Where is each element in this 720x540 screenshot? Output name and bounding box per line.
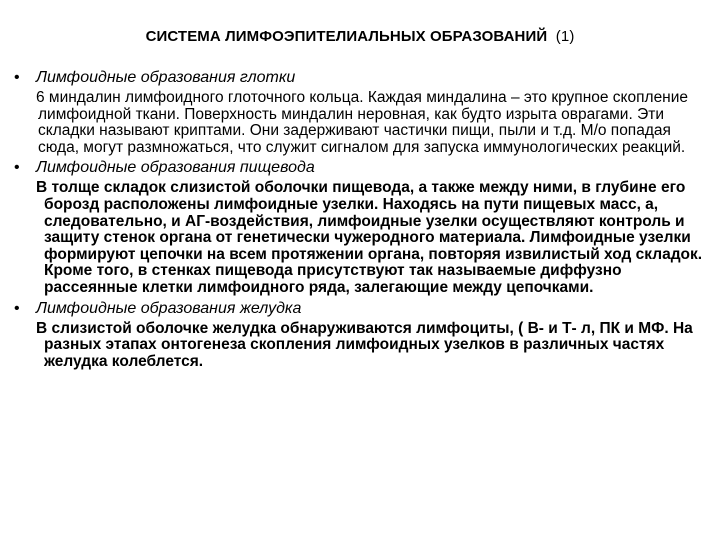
bullet-item-pharynx — [14, 68, 714, 156]
bullet-icon: • — [14, 159, 20, 177]
bullet-icon: • — [14, 69, 20, 86]
bullet-paragraph: В слизистой оболочке желудка обнаруживаются лимфоциты, ( В- и Т- л, ПК и МФ. На разных этапах онтогенеза скопления лимфоидных узелков в различных частях желудка колеблется. — [36, 319, 693, 370]
bullet-paragraph: В толще складок слизистой оболочки пищевода, а также между ними, в глубине его борозд расположены лимфоидные узелки. Находясь на пути пищевых масс, а, следовательно, и АГ-воздействия, лимфоидные узелки осуществляют контроль и защиту стенок органа от генетически чужеродного материала. Лимфоидные узелки формируют цепочки на всем протяжении органа, повторяя извилистый ход складок. Кроме того, в стенках пищевода присутствуют так называемые диффузно рассеянные клетки лимфоидного ряда, залегающие между цепочками. — [36, 179, 703, 296]
bullet-item-esophagus — [14, 158, 714, 296]
slide-title — [0, 28, 720, 45]
slide-content — [14, 68, 714, 372]
bullet-heading: Лимфоидные образования глотки — [36, 69, 296, 86]
slide-title-text: СИСТЕМА ЛИМФОЭПИТЕЛИАЛЬНЫХ ОБРАЗОВАНИЙ — [145, 28, 548, 45]
slide-title-number: (1) — [555, 28, 575, 45]
bullet-heading: Лимфоидные образования пищевода — [36, 159, 315, 177]
bullet-heading: Лимфоидные образования желудка — [36, 299, 302, 317]
bullet-icon: • — [14, 299, 20, 317]
bullet-paragraph: 6 миндалин лимфоидного глоточного кольца. Каждая миндалина – это крупное скопление лимфоидной ткани. Поверхность миндалин неровная, как будто изрыта оврагами. Эти складки называют криптами. Они задерживают частички пищи, пыли и т.д. М/о попадая сюда, могут размножаться, что служит сигналом для запуска иммунологических реакций. — [36, 89, 689, 156]
bullet-item-stomach — [14, 299, 714, 371]
